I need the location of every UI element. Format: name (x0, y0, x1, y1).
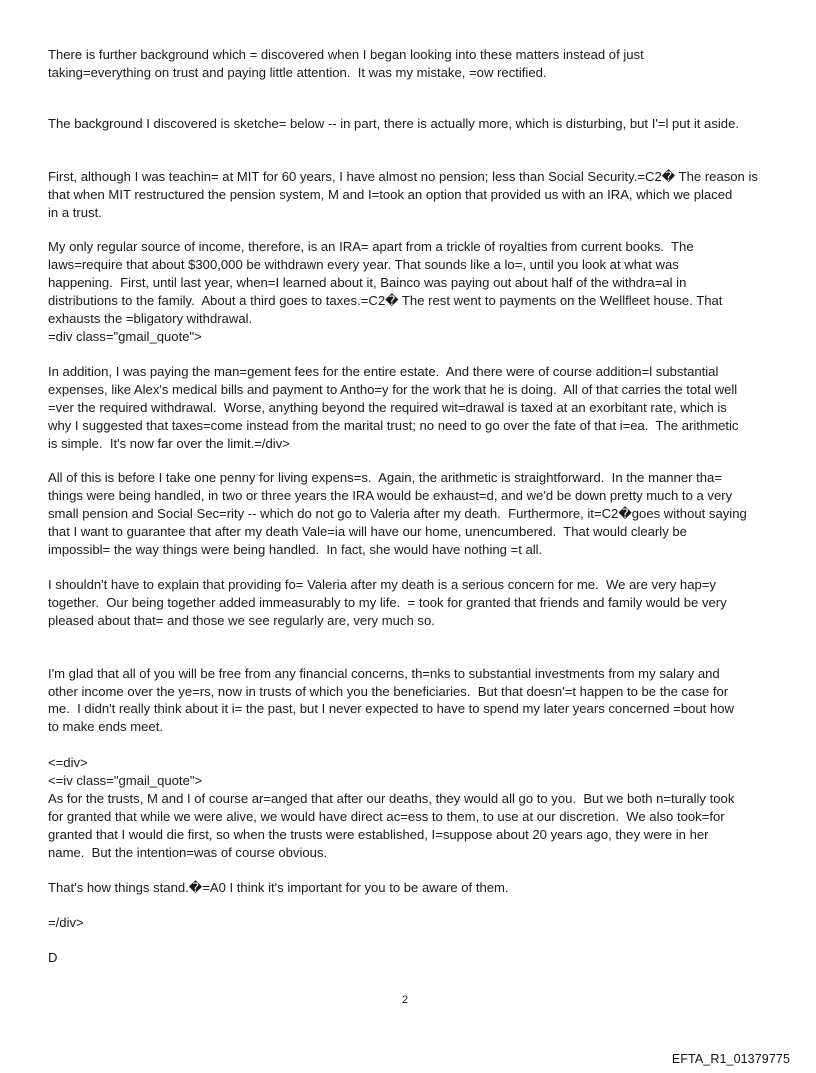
paragraph-further-background: There is further background which = discovered when I began looking into these matters instead of just taking=everything on trust and paying little attention. It was my mistake, =ow rectified. (48, 47, 644, 80)
email-body (48, 46, 772, 966)
paragraph-trusts: <=div> <=iv class="gmail_quote"> As for the trusts, M and I of course ar=anged that after our deaths, they would all go to you. But we both n=turally took for granted that while we were alive, we would have direct ac=ess to them, to use at our discretion. We also took=for granted that I would die first, so when the trusts were established, I=suppose about 20 years ago, they were in her name. But the intention=was of course obvious. (48, 755, 735, 860)
page-number: 2 (402, 994, 409, 1006)
paragraph-providing-for-valeria: I shouldn't have to explain that providing fo= Valeria after my death is a serious concern for me. We are very hap=y together. Our being together added immeasurably to my life. = took for granted that friends and family would be very pleased about that= and those we see regularly are, very much so. (48, 576, 727, 628)
bates-number: EFTA_R1_01379775 (671, 1052, 790, 1066)
paragraph-financial-concerns: I'm glad that all of you will be free from any financial concerns, th=nks to substantial investments from my salary and other income over the ye=rs, now in trusts of which you the beneficiaries. But that doesn'=t happen to be the case for me. I didn't really think about it i= the past, but I never expected to have to spend my later years concerned =bout how to make ends meet. (48, 665, 734, 735)
paragraph-closing-div: =/div> (48, 914, 84, 930)
paragraph-management-fees: In addition, I was paying the man=gement fees for the entire estate. And there were of course addition=l substantial expenses, like Alex's medical bills and payment to Antho=y for the work that he is doing. All of that carries the total well =ver the required withdrawal. Worse, anything beyond the required wit=drawal is taxed at an exorbitant rate, which is why I suggested that taxes=come instead from the marital trust; no need to go over the fate of that i=ea. The arithmetic is simple. It's now far over the limit.=/div> (48, 363, 739, 451)
paragraph-pension: First, although I was teachin= at MIT for 60 years, I have almost no pension; less than Social Security.=C2� The reason is that when MIT restructured the pension system, M and I=took an option that provided us with an IRA, which we placed in a trust. (48, 168, 758, 220)
signature-initial: D (48, 949, 58, 965)
paragraph-background-sketch: The background I discovered is sketche= below -- in part, there is actually more, which is disturbing, but I'=l put it aside. (48, 115, 739, 131)
paragraph-ira-income: My only regular source of income, therefore, is an IRA= apart from a trickle of royalties from current books. The laws=require that about $300,000 be withdrawn every year. That sounds like a lo=, until you look at what was happening. First, until last year, when=I learned about it, Bainco was paying out about half of the withdra=al in distributions to the family. About a third goes to taxes.=C2� The rest went to payments on the Wellfleet house. That exhausts the =bligatory withdrawal. =div class="gmail_quote"> (48, 239, 723, 344)
paragraph-living-expenses: All of this is before I take one penny for living expens=s. Again, the arithmetic is straightforward. In the manner tha= things were being handled, in two or three years the IRA would be exhaust=d, and we'd be down pretty much to a very small pension and Social Sec=rity -- which do not go to Valeria after my death. Furthermore, it=C2�goes without saying that I want to guarantee that after my death Vale=ia will have our home, unencumbered. That would clearly be impossibl= the way things were being handled. In fact, she would have nothing =t all. (48, 470, 747, 558)
paragraph-how-things-stand: That's how things stand.�=A0 I think it's important for you to be aware of them. (48, 879, 509, 895)
